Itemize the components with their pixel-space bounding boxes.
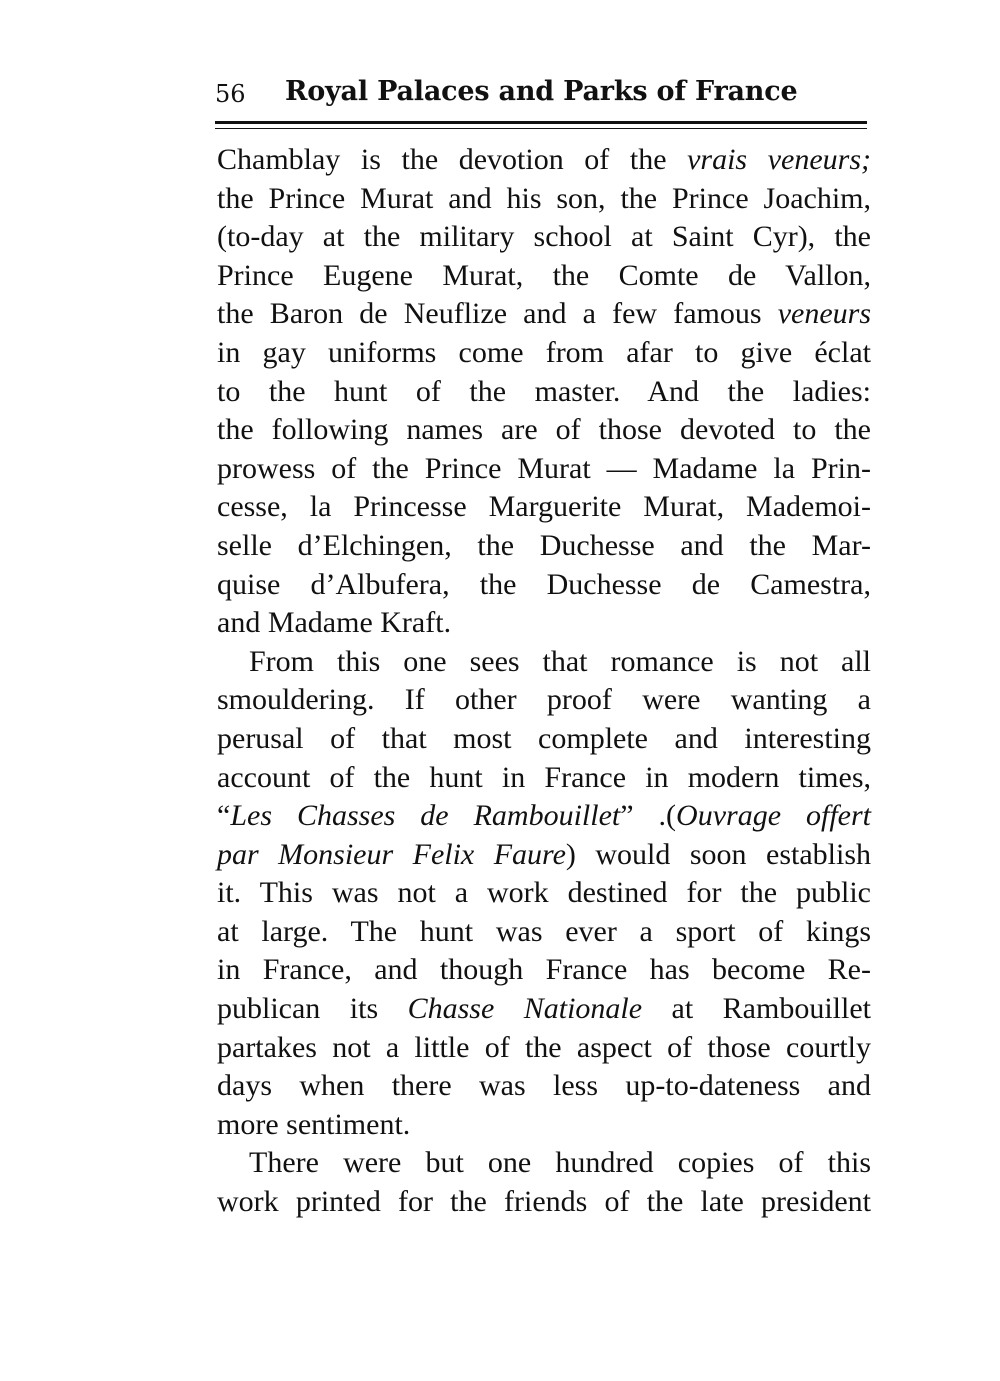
- paragraph: [217, 1144, 871, 1221]
- text-line: Prince Eugene Murat, the Comte de Vallon,: [217, 258, 871, 292]
- page-number: 56: [215, 80, 246, 108]
- text-line: the Baron de Neuflize and a few famous veneurs: [217, 297, 871, 331]
- text-line: selle d’Elchingen, the Duchesse and the Mar-: [217, 528, 871, 562]
- italic-text: Ouvrage offert: [676, 799, 871, 833]
- text-line: at large. The hunt was ever a sport of kings: [217, 914, 871, 948]
- text-line: smouldering. If other proof were wanting a: [217, 683, 871, 717]
- italic-text: vrais veneurs;: [687, 143, 871, 176]
- text-line: and Madame Kraft.: [217, 606, 452, 640]
- text-line: perusal of that most complete and interesting: [217, 721, 871, 755]
- italic-text: veneurs: [777, 297, 871, 331]
- text-line: “Les Chasses de Rambouillet” .(Ouvrage offert: [217, 799, 871, 833]
- text-line: (to-day at the military school at Saint Cyr), the: [217, 220, 871, 254]
- header-rule-thick: [215, 121, 867, 124]
- text-line: work printed for the friends of the late president: [217, 1185, 871, 1219]
- text-line: it. This was not a work destined for the public: [217, 876, 871, 910]
- text-line: in gay uniforms come from afar to give éclat: [217, 335, 871, 369]
- text-line: in France, and though France has become Re-: [217, 953, 871, 987]
- italic-text: Chasse Nationale: [407, 992, 643, 1026]
- text-line: prowess of the Prince Murat — Madame la Prin-: [217, 451, 871, 485]
- paragraph: [217, 643, 871, 1145]
- text-line: to the hunt of the master. And the ladies:: [217, 374, 871, 408]
- body-text: [217, 141, 871, 1222]
- header-rule-thin: [215, 128, 867, 129]
- text-line: partakes not a little of the aspect of those courtly: [217, 1030, 871, 1064]
- text-line: From this one sees that romance is not all: [249, 644, 871, 678]
- text-line: cesse, la Princesse Marguerite Murat, Mademoi-: [217, 490, 871, 524]
- italic-text: Les Chasses de Rambouillet: [230, 799, 621, 833]
- running-head: [215, 76, 867, 116]
- text-line: account of the hunt in France in modern times,: [217, 760, 871, 794]
- text-line: publican its Chasse Nationale at Rambouillet: [217, 992, 871, 1026]
- text-line: par Monsieur Felix Faure) would soon establish: [217, 837, 871, 871]
- text-line: days when there was less up-to-dateness and: [217, 1069, 871, 1103]
- running-title: Royal Palaces and Parks of France: [285, 76, 798, 107]
- paragraph: [217, 141, 871, 643]
- text-line: more sentiment.: [217, 1107, 411, 1141]
- text-line: Chamblay is the devotion of the vrais veneurs;: [217, 143, 871, 176]
- text-line: the following names are of those devoted to the: [217, 413, 871, 447]
- italic-text: par Monsieur Felix Faure: [217, 837, 566, 871]
- text-line: the Prince Murat and his son, the Prince Joachim,: [217, 181, 871, 215]
- text-line: quise d’Albufera, the Duchesse de Camestra,: [217, 567, 871, 601]
- text-line: There were but one hundred copies of this: [249, 1146, 871, 1180]
